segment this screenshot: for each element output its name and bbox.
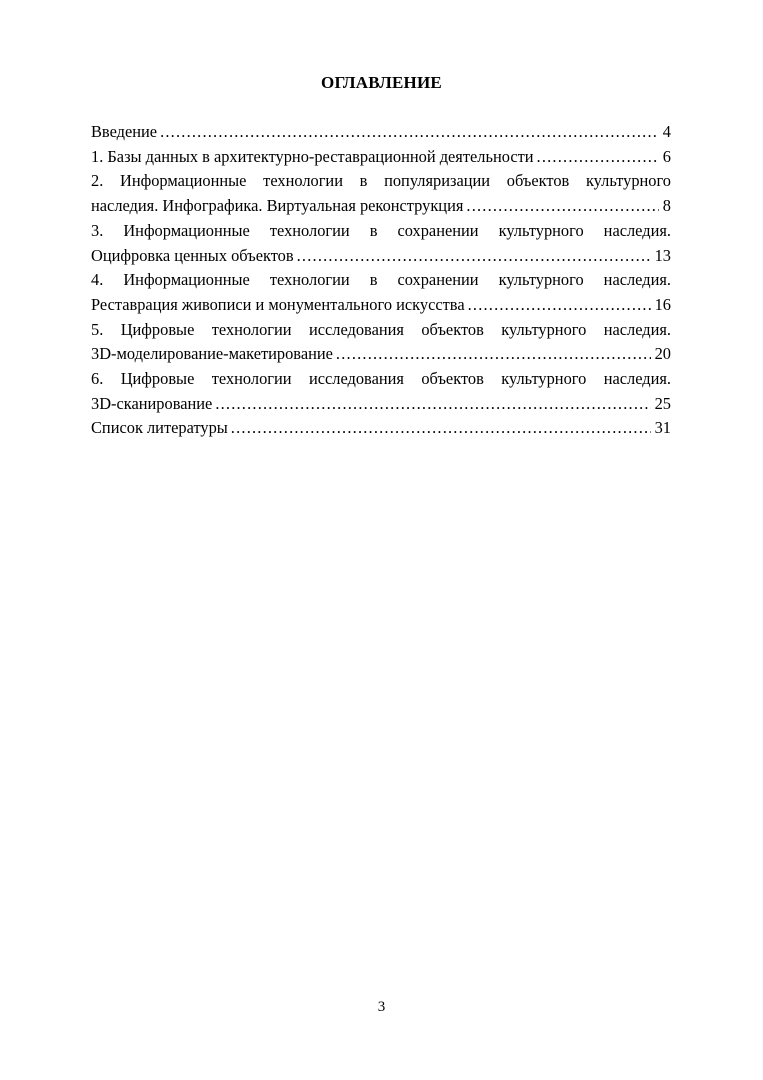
toc-line — [91, 416, 671, 441]
toc-entry-introduction[interactable] — [91, 120, 671, 145]
toc-page-number: 4 — [662, 122, 671, 141]
toc-entry-references[interactable] — [91, 416, 671, 441]
toc-entry-title-line: 5. Цифровые технологии исследования объектов культурного наследия. — [91, 319, 671, 339]
dot-leader — [537, 145, 659, 170]
toc-entry-chapter-2[interactable] — [91, 169, 671, 218]
toc-entry-title-line: 6. Цифровые технологии исследования объектов культурного наследия. — [91, 369, 671, 389]
toc-line — [91, 244, 671, 269]
toc-line — [91, 392, 671, 417]
toc-line — [91, 293, 671, 318]
toc-entry-title-line: 4. Информационные технологии в сохранении культурного наследия. — [91, 270, 671, 290]
toc-entry-title: Список литературы — [91, 418, 228, 438]
toc-entry-title: 3D-сканирование — [91, 393, 213, 413]
toc-entry-title-line: 2. Информационные технологии в популяризации объектов культурного — [91, 171, 671, 191]
toc-entry-title: 3D-моделирование-макетирование — [91, 344, 333, 364]
toc-entry-title: Оцифровка ценных объектов — [91, 245, 294, 265]
toc-entry-title: наследия. Инфографика. Виртуальная реконструкция — [91, 196, 464, 216]
toc-entry-chapter-3[interactable] — [91, 219, 671, 268]
table-of-contents — [91, 120, 671, 441]
toc-page-number: 8 — [662, 196, 671, 216]
toc-page-number: 16 — [654, 294, 671, 314]
toc-entry-title-line: 3. Информационные технологии в сохранении культурного наследия. — [91, 220, 671, 240]
toc-entry-title: Введение — [91, 122, 158, 141]
toc-page-number: 25 — [654, 393, 671, 413]
dot-leader — [297, 244, 651, 269]
dot-leader — [336, 342, 651, 367]
dot-leader — [160, 120, 659, 145]
toc-page-number: 20 — [654, 344, 671, 364]
toc-entry-title: 1. Базы данных в архитектурно-реставрационной деятельности — [91, 146, 534, 166]
toc-page-number: 31 — [654, 418, 671, 438]
toc-line — [91, 342, 671, 367]
dot-leader — [215, 392, 650, 417]
toc-page-number: 13 — [654, 245, 671, 265]
page-number: 3 — [377, 999, 386, 1015]
toc-entry-chapter-1[interactable] — [91, 145, 671, 170]
dot-leader — [231, 416, 651, 441]
toc-page-number: 6 — [662, 146, 671, 166]
dot-leader — [468, 293, 651, 318]
toc-line — [91, 120, 671, 145]
toc-entry-chapter-6[interactable] — [91, 367, 671, 416]
toc-line — [91, 194, 671, 219]
dot-leader — [466, 194, 658, 219]
toc-entry-chapter-5[interactable] — [91, 318, 671, 367]
toc-entry-chapter-4[interactable] — [91, 268, 671, 317]
toc-line — [91, 145, 671, 170]
page-title: ОГЛАВЛЕНИЕ — [321, 73, 442, 92]
toc-entry-title: Реставрация живописи и монументального искусства — [91, 294, 465, 314]
